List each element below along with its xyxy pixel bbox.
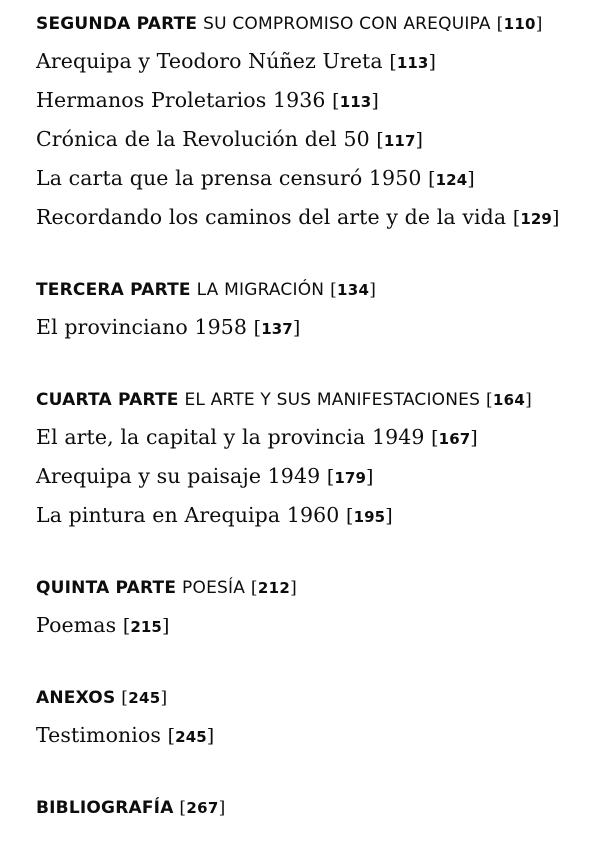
bracket-close: ] (535, 14, 543, 34)
bracket-open: [ (428, 168, 436, 190)
bracket-close: ] (366, 466, 374, 488)
bracket-close: ] (470, 427, 478, 449)
bracket-close: ] (385, 505, 393, 527)
toc-part-heading[interactable] (36, 6, 570, 43)
page-number[interactable]: 124 (435, 171, 468, 189)
toc-section (36, 382, 570, 536)
part-label: CUARTA PARTE (36, 390, 179, 410)
entry-title: La carta que la prensa censuró 1950 (36, 166, 422, 190)
part-title: SU COMPROMISO CON AREQUIPA (203, 14, 491, 34)
page-number[interactable]: 164 (492, 391, 526, 409)
toc-entry[interactable] (36, 199, 570, 238)
section-gap (36, 348, 570, 382)
part-label: SEGUNDA PARTE (36, 14, 198, 34)
toc-section (36, 272, 570, 348)
toc-part-heading[interactable] (36, 790, 570, 827)
page-number[interactable]: 215 (130, 618, 162, 636)
bracket-close: ] (415, 129, 424, 151)
toc-entry[interactable] (36, 160, 570, 199)
bracket-open: [ (496, 14, 504, 34)
section-gap (36, 646, 570, 680)
toc-entry[interactable] (36, 121, 570, 160)
page-number[interactable]: 245 (128, 689, 161, 707)
entry-title: Arequipa y Teodoro Núñez Ureta (36, 49, 383, 73)
toc-section (36, 790, 570, 827)
bracket-open: [ (250, 578, 258, 598)
bracket-open: [ (330, 280, 338, 300)
page-number[interactable]: 212 (257, 579, 291, 597)
toc-section (36, 680, 570, 756)
bracket-open: [ (332, 90, 340, 112)
section-gap (36, 238, 570, 272)
entry-title: Recordando los caminos del arte y de la vida (36, 205, 507, 229)
bracket-close: ] (369, 280, 377, 300)
bracket-open: [ (485, 390, 493, 410)
toc-entry[interactable] (36, 497, 570, 536)
toc-entry[interactable] (36, 607, 570, 646)
bracket-close: ] (218, 798, 226, 818)
bracket-open: [ (326, 466, 335, 488)
page-number[interactable]: 137 (261, 320, 293, 338)
entry-title: Testimonios (36, 723, 162, 747)
part-label: BIBLIOGRAFÍA (36, 798, 174, 818)
toc-entry[interactable] (36, 309, 570, 348)
page-number[interactable]: 113 (396, 54, 429, 72)
entry-title: El arte, la capital y la provincia 1949 (36, 425, 425, 449)
bracket-open: [ (346, 505, 354, 527)
bracket-open: [ (431, 427, 439, 449)
entry-title: Crónica de la Revolución del 50 (36, 127, 370, 151)
page-number[interactable]: 134 (337, 281, 370, 299)
bracket-open: [ (179, 798, 187, 818)
page-number[interactable]: 245 (175, 728, 207, 746)
bracket-close: ] (428, 51, 436, 73)
page-number[interactable]: 179 (334, 469, 366, 487)
section-gap (36, 756, 570, 790)
bracket-close: ] (292, 317, 301, 339)
entry-title: El provinciano 1958 (36, 315, 248, 339)
toc-section (36, 6, 570, 238)
toc-part-heading[interactable] (36, 570, 570, 607)
page-number[interactable]: 129 (520, 210, 552, 228)
bracket-close: ] (290, 578, 298, 598)
bracket-close: ] (161, 615, 170, 637)
bracket-open: [ (376, 129, 384, 151)
bracket-close: ] (467, 168, 475, 190)
bracket-close: ] (371, 90, 379, 112)
page-number[interactable]: 113 (339, 93, 372, 111)
page-number[interactable]: 110 (503, 15, 536, 33)
part-title: LA MIGRACIÓN (196, 280, 325, 300)
bracket-open: [ (253, 317, 262, 339)
bracket-open: [ (121, 688, 129, 708)
entry-title: La pintura en Arequipa 1960 (36, 503, 340, 527)
page-number[interactable]: 167 (438, 430, 471, 448)
entry-title: Poemas (36, 613, 117, 637)
page-number[interactable]: 267 (186, 799, 219, 817)
toc-entry[interactable] (36, 43, 570, 82)
entry-title: Hermanos Proletarios 1936 (36, 88, 326, 112)
part-label: TERCERA PARTE (36, 280, 191, 300)
part-label: QUINTA PARTE (36, 578, 177, 598)
bracket-open: [ (389, 51, 397, 73)
bracket-open: [ (122, 615, 131, 637)
bracket-close: ] (160, 688, 168, 708)
toc-part-heading[interactable] (36, 382, 570, 419)
section-gap (36, 536, 570, 570)
toc-entry[interactable] (36, 717, 570, 756)
entry-title: Arequipa y su paisaje 1949 (36, 464, 327, 488)
toc-entry[interactable] (36, 82, 570, 121)
toc-section (36, 570, 570, 646)
toc-entry[interactable] (36, 419, 570, 458)
toc-part-heading[interactable] (36, 272, 570, 309)
page-number[interactable]: 117 (383, 132, 416, 150)
page-number[interactable]: 195 (353, 508, 386, 526)
table-of-contents (36, 6, 570, 827)
bracket-close: ] (206, 725, 215, 747)
bracket-close: ] (551, 207, 560, 229)
part-label: ANEXOS (36, 688, 116, 708)
bracket-open: [ (167, 725, 176, 747)
part-title: EL ARTE Y SUS MANIFESTACIONES (184, 390, 481, 410)
bracket-open: [ (512, 207, 521, 229)
part-title: POESÍA (182, 578, 246, 598)
toc-entry[interactable] (36, 458, 570, 497)
toc-part-heading[interactable] (36, 680, 570, 717)
bracket-close: ] (525, 390, 533, 410)
